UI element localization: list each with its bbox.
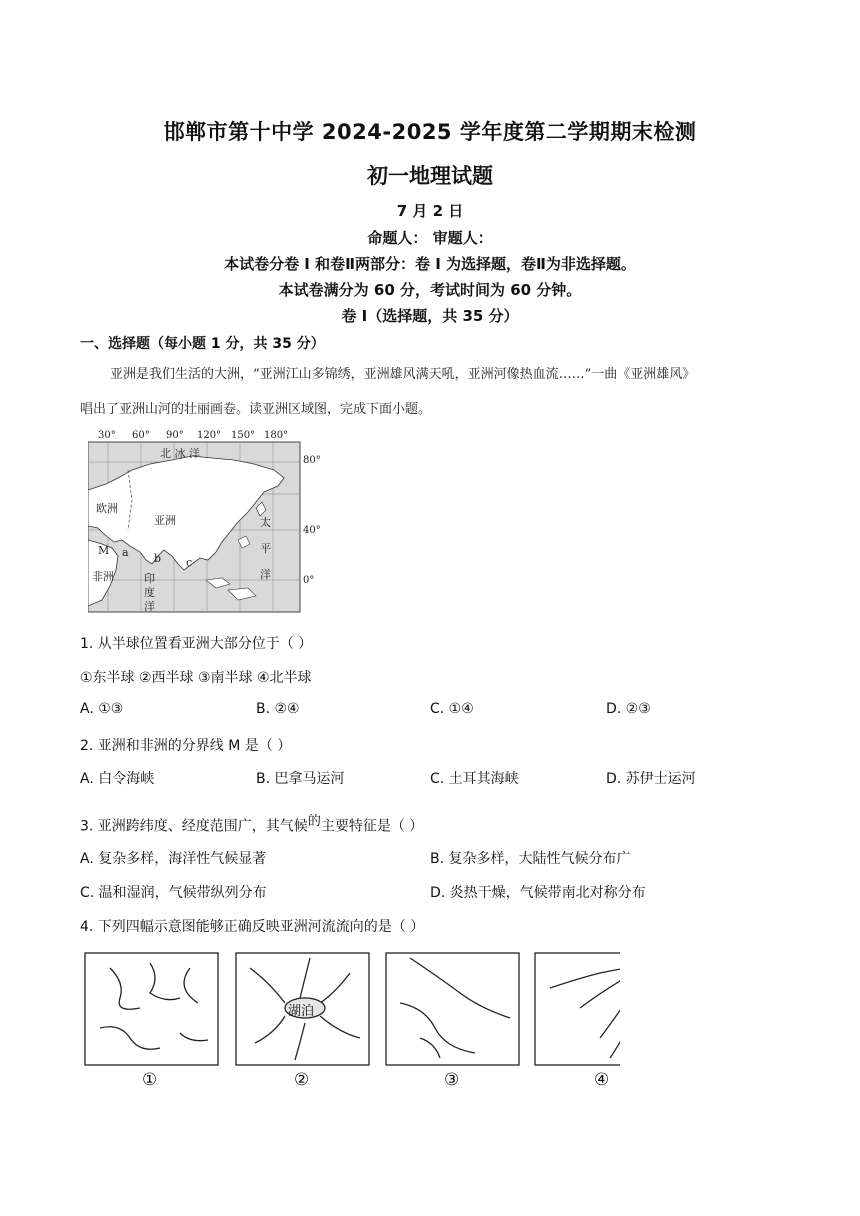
exam-authors: 命题人： 审题人： (367, 229, 493, 247)
label-b: b (154, 552, 162, 565)
question-4-stem: 4. 下列四幅示意图能够正确反映亚洲河流流向的是（ ） (80, 919, 425, 935)
q2-option-d[interactable]: D. 苏伊士运河 (606, 771, 696, 787)
label-pacific-2: 平 (260, 542, 271, 555)
label-a: a (122, 546, 129, 559)
label-c: c (186, 556, 193, 569)
exam-subtitle: 初一地理试题 (367, 164, 493, 188)
label-pacific-3: 洋 (260, 568, 271, 581)
exam-title: 邯郸市第十中学 2024-2025 学年度第二学期期末检测 (163, 120, 697, 144)
river-label-4: ④ (594, 1070, 610, 1090)
lon-label-180: 180° (264, 430, 289, 441)
question-1-choices: ①东半球 ②西半球 ③南半球 ④北半球 (80, 670, 312, 686)
label-europe: 欧洲 (96, 502, 118, 515)
river-label-2: ② (294, 1070, 310, 1090)
river-diagrams (80, 948, 620, 1093)
label-arctic-ocean: 北 冰 洋 (160, 447, 200, 460)
intro-line-2: 唱出了亚洲山河的壮丽画卷。读亚洲区域图，完成下面小题。 (80, 402, 432, 417)
intro-line-1: 亚洲是我们生活的大洲，“亚洲江山多锦绣，亚洲雄风满天吼，亚洲河像热血流……”一曲《亚洲雄风》 (110, 367, 696, 382)
label-pacific-1: 太 (260, 516, 271, 529)
exam-date: 7 月 2 日 (396, 202, 464, 220)
question-3-stem (80, 810, 423, 836)
river-label-3: ③ (444, 1070, 460, 1090)
exam-note-1: 本试卷分卷 I 和卷Ⅱ两部分：卷 I 为选择题，卷Ⅱ为非选择题。 (224, 255, 636, 273)
lon-label-30: 30° (98, 430, 116, 441)
q3-option-b[interactable]: B. 复杂多样，大陆性气候分布广 (430, 851, 631, 867)
q3-stem-part-a: 3. 亚洲跨纬度、经度范围广，其气候 (80, 818, 308, 835)
q2-option-a[interactable]: A. 白令海峡 (80, 771, 155, 787)
q3-option-a[interactable]: A. 复杂多样，海洋性气候显著 (80, 851, 267, 867)
asia-map (88, 430, 328, 615)
q1-option-d[interactable]: D. ②③ (606, 701, 651, 717)
lon-label-90: 90° (166, 430, 184, 441)
lon-label-60: 60° (132, 430, 150, 441)
section-title: 卷 I（选择题，共 35 分） (341, 307, 519, 325)
q1-option-c[interactable]: C. ①④ (430, 701, 474, 717)
question-2-stem: 2. 亚洲和非洲的分界线 M 是（ ） (80, 738, 292, 754)
q1-option-b[interactable]: B. ②④ (256, 701, 300, 717)
label-africa: 非洲 (92, 570, 114, 583)
q2-option-c[interactable]: C. 土耳其海峡 (430, 771, 519, 787)
label-indian-3: 洋 (144, 600, 155, 613)
exam-note-2: 本试卷满分为 60 分，考试时间为 60 分钟。 (278, 281, 582, 299)
q1-option-a[interactable]: A. ①③ (80, 701, 124, 717)
part1-heading: 一、选择题（每小题 1 分，共 35 分） (80, 336, 325, 352)
label-indian-2: 度 (144, 586, 155, 599)
q2-option-b[interactable]: B. 巴拿马运河 (256, 771, 345, 787)
q3-option-c[interactable]: C. 温和湿润，气候带纵列分布 (80, 885, 267, 901)
label-m: M (98, 544, 110, 557)
q3-option-d[interactable]: D. 炎热干燥，气候带南北对称分布 (430, 885, 646, 901)
lon-label-120: 120° (197, 430, 222, 441)
lat-label-40: 40° (303, 525, 321, 536)
river-label-1: ① (142, 1070, 158, 1090)
lake-label: 湖泊 (288, 1004, 315, 1019)
label-indian-1: 印 (144, 572, 155, 585)
q3-stem-sup: 的 (307, 814, 321, 829)
q3-stem-part-b: 主要特征是（ ） (320, 818, 424, 835)
lat-label-80: 80° (303, 455, 321, 466)
question-1-stem: 1. 从半球位置看亚洲大部分位于（ ） (80, 636, 313, 652)
lon-label-150: 150° (231, 430, 256, 441)
label-asia: 亚洲 (154, 514, 176, 527)
lat-label-0: 0° (303, 575, 315, 586)
